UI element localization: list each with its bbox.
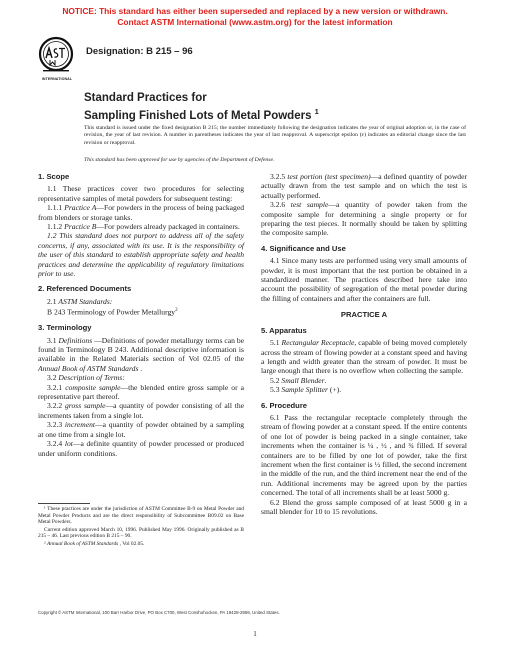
right-column	[261, 172, 467, 516]
notice-line-1: NOTICE: This standard has either been superseded and replaced by a new version or withdrawn.	[62, 6, 448, 16]
footnote-divider	[38, 503, 90, 504]
page-number: 1	[253, 630, 257, 638]
paragraph: 6.2 Blend the gross sample composed of at least 5000 g in a small blender for 10 to 15 revolutions.	[261, 497, 467, 516]
paragraph: 3.2.4 lot—a definite quantity of powder processed or produced under uniform conditions.	[38, 439, 244, 458]
reference-item: B 243 Terminology of Powder Metallurgy$^2$	[47, 307, 178, 317]
paragraph: 5.2 Small Blender.	[270, 375, 327, 385]
issued-statement: This standard is issued under the fixed designation B 215; the number immediately following the designation indicates the year of original adoption or, in the case of revision, the year of last revision. A number in parentheses indicates the year of last reapproval. A superscript epsilon (ε) indicates an editorial change since the last revision or reapproval.	[84, 125, 466, 146]
paragraph: 3.2.1 composite sample—the blended entire gross sample or a representative part thereof.	[38, 382, 244, 402]
paragraph: 3.1 Definitions —Definitions of powder metallurgy terms can be found in Terminology B 243. Additional descriptive information is available in the Related Materials section of Vol 02.05 of the Annual Book of ASTM Standards .	[38, 335, 244, 373]
safety-paragraph: 1.2 This standard does not purport to address all of the safety concerns, if any, associated with its use. It is the responsibility of the user of this standard to establish appropriate safety and health practices and determine the applicability of regulatory limitations prior to use.	[38, 231, 244, 279]
section-heading: 5. Apparatus	[261, 325, 307, 335]
designation: Designation: B 215 – 96	[86, 46, 193, 57]
paragraph: 5.1 Rectangular Receptacle, capable of being moved completely across the stream of flowing powder at a constant speed and having a length and width greater than the stream of powder. It must be large enough that there is no overflow when collecting the sample.	[261, 338, 468, 376]
paragraph: 3.2.5 test portion (test specimen)—a defined quantity of powder actually drawn from the test sample and on which the test is actually performed.	[261, 172, 467, 200]
copyright-line: Copyright © ASTM International, 100 Barr Harbor Drive, PO Box C700, West Conshohocken, PA 19428-2959, United States.	[38, 610, 280, 615]
withdrawal-notice	[0, 6, 510, 28]
paragraph: 3.2.3 increment—a quantity of powder obtained by a sampling at one time from a single lot.	[38, 420, 244, 439]
section-heading: 4. Significance and Use	[261, 243, 346, 253]
paragraph: 1.1.1 Practice A—For powders in the process of being packaged from blenders or storage tanks.	[38, 203, 245, 222]
paragraph: 3.2 Description of Terms:	[47, 373, 125, 383]
notice-line-2: Contact ASTM International (www.astm.org) for the latest information	[117, 17, 393, 27]
footnote: ¹ These practices are under the jurisdiction of ASTM Committee B-9 on Metal Powder and Metal Powder Products and are the direct responsibility of Subcommittee B09.02 on Base Metal Powders.	[38, 506, 244, 526]
paragraph: 5.3 Sample Splitter (+).	[270, 385, 342, 395]
title-line-1: Standard Practices for	[84, 92, 207, 104]
title-text: Sampling Finished Lots of Metal Powders	[84, 109, 312, 122]
document-title	[84, 92, 319, 123]
paragraph: 3.2.2 gross sample—a quantity of powder consisting of all the increments taken from a single lot.	[38, 401, 244, 420]
section-heading: 2. Referenced Documents	[38, 284, 132, 294]
paragraph: 1.1 These practices cover two procedures for selecting representative samples of metal powders for subsequent testing:	[38, 184, 244, 203]
paragraph: 2.1 ASTM Standards:	[47, 296, 113, 306]
footnotes	[38, 506, 244, 548]
footnote: ² Annual Book of ASTM Standards , Vol 02.05.	[44, 540, 145, 547]
title-footnote-mark: 1	[314, 107, 319, 116]
logo-caption: INTERNATIONAL	[41, 77, 73, 81]
footnote: Current edition approved March 10, 1996. Published May 1996. Originally published as B 215 – 46. Last previous edition B 215 – 90.	[38, 526, 244, 540]
title-line-2	[84, 105, 319, 123]
left-column	[38, 172, 244, 458]
paragraph: 3.2.6 test sample—a quantity of powder taken from the composite sample for determining a single property or for preparing the test pieces. It normally should be taken by splitting the composite sample.	[261, 200, 468, 238]
astm-logo-icon	[38, 36, 74, 76]
approval-statement: This standard has been approved for use by agencies of the Department of Defense.	[84, 157, 275, 163]
section-heading: 6. Procedure	[261, 400, 308, 410]
section-heading: 3. Terminology	[38, 323, 92, 333]
practice-heading: PRACTICE A	[340, 310, 388, 320]
paragraph: 1.1.2 Practice B—For powders already packaged in containers.	[47, 222, 240, 232]
section-heading: 1. Scope	[38, 172, 70, 181]
paragraph: 4.1 Since many tests are performed using very small amounts of powder, it is most important that the test portion be obtained in a standardized manner. The practices described here take into account the possibility of segregation of the metal powder during the filling of containers and after the containers are full.	[261, 256, 467, 303]
paragraph: 6.1 Pass the rectangular receptacle completely through the stream of flowing powder at a constant speed. If the entire contents of one lot of powder is being packed in a single container, take increments when the container is ¼ , ½ , and ¾ filled. If several containers are to be filled by one lot of powder, take the first increment when the first container is ½ filled, the second increment in the middle of the run, and the third increment near the end of the run. Additional increments may be agreed upon by the parties concerned. The total of all increments shall be at least 5000 g.	[261, 412, 467, 498]
